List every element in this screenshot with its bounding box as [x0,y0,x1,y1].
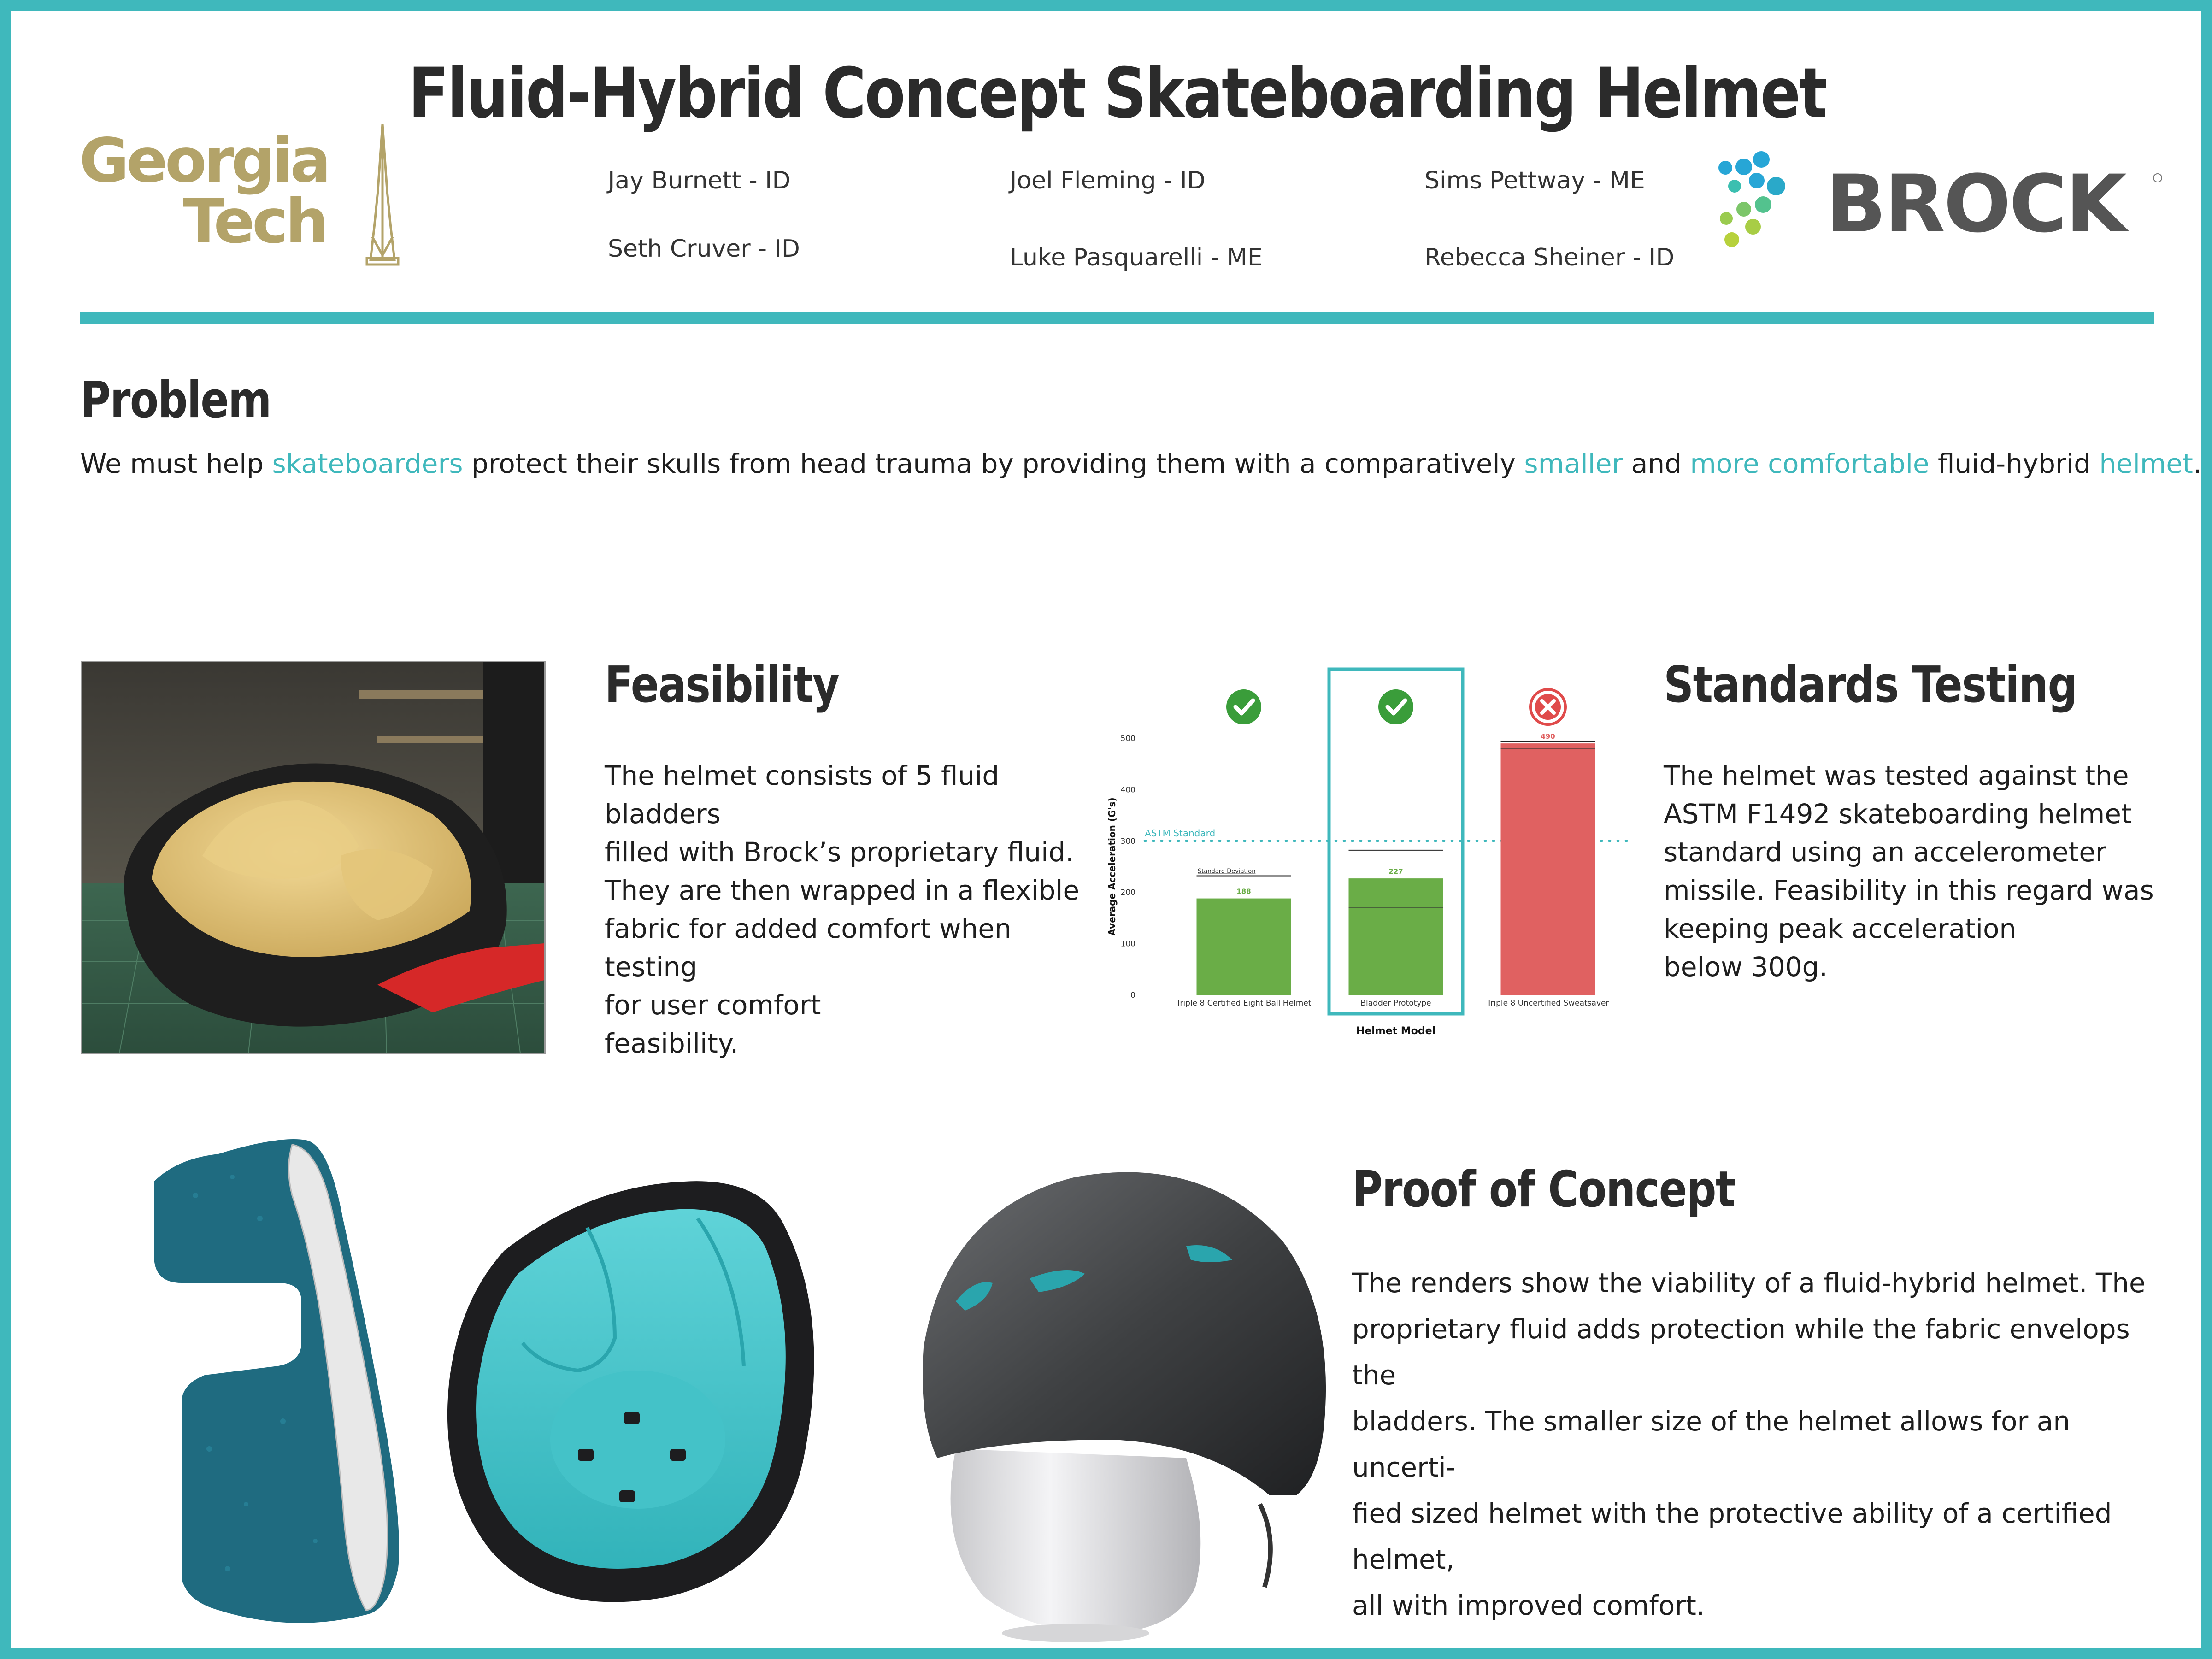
feasibility-text [605,757,1093,1063]
text-line: proprietary fluid adds protection while the fabric envelops the [1352,1313,2130,1391]
chart-y-axis-label: Average Acceleration (G's) [1106,797,1118,936]
text-line: all with improved comfort. [1352,1590,1705,1621]
tower-icon [367,124,398,265]
standards-heading: Standards Testing [1664,656,2077,714]
problem-text: We must help [80,448,272,479]
author-name: Seth Cruver - ID [608,235,800,263]
bar-value-label: 227 [1388,867,1403,876]
problem-statement [80,448,2202,479]
category-label: Bladder Prototype [1360,999,1431,1008]
text-line: The helmet was tested against the [1664,760,2129,791]
problem-text: and [1623,448,1690,479]
problem-text: protect their skulls from head trauma by providing them with a comparatively [463,448,1524,479]
acceleration-bar-chart [1099,656,1642,1053]
std-dev-label: Standard Deviation [1198,868,1256,875]
problem-heading: Problem [80,371,271,429]
standards-text [1664,757,2171,986]
text-line: standard using an accelerometer [1664,836,2106,868]
text-line: The helmet consists of 5 fluid bladders [605,760,1000,830]
text-line: They are then wrapped in a flexible [605,875,1080,906]
x-icon [1530,689,1565,724]
dots-icon [1718,151,1785,247]
chart-x-axis-label: Helmet Model [1356,1025,1436,1037]
highlight-smaller: smaller [1524,448,1623,479]
problem-text: fluid-hybrid [1929,448,2100,479]
brock-wordmark: BROCK [1826,158,2125,250]
text-line: The renders show the viability of a fluid-hybrid helmet. The [1352,1267,2146,1299]
category-label: Triple 8 Certified Eight Ball Helmet [1176,999,1312,1008]
text-line: fied sized helmet with the protective ability of a certified helmet, [1352,1498,2112,1575]
bar [1349,878,1443,995]
check-icon [1226,689,1261,724]
text-line: below 300g. [1664,951,1828,982]
highlight-comfortable: more comfortable [1690,448,1930,479]
y-tick-label: 300 [1120,836,1135,846]
logo-tech-text: Tech [183,186,326,257]
astm-standard-label: ASTM Standard [1145,827,1216,839]
problem-text: . [2193,448,2202,479]
proof-text [1352,1260,2177,1629]
text-line: missile. Feasibility in this regard was [1664,875,2154,906]
feasibility-heading: Feasibility [605,656,839,714]
bar [1197,899,1291,995]
helmet-renders [126,1126,1347,1642]
poster-title: Fluid-Hybrid Concept Skateboarding Helmet [408,53,1826,134]
text-line: for user comfort [605,989,821,1021]
y-tick-label: 0 [1130,991,1135,1000]
bar-value-label: 490 [1541,732,1555,741]
y-tick-label: 400 [1120,785,1135,795]
chart-bars [1176,689,1609,1008]
helmet-on-head-render [923,1172,1326,1642]
y-tick-label: 200 [1120,888,1135,898]
text-line: keeping peak acceleration [1664,913,2017,944]
highlight-helmet: helmet [2099,448,2193,479]
bladder-cross-section-render [154,1139,399,1623]
header-divider [80,312,2154,324]
author-name: Rebecca Sheiner - ID [1424,244,1675,271]
logo-georgia-text: Georgia [79,125,329,196]
helmet-liner-render [447,1181,814,1602]
y-tick-label: 100 [1120,939,1135,949]
author-name: Sims Pettway - ME [1424,167,1645,194]
prototype-photo-illustration [82,662,544,1053]
author-name: Joel Fleming - ID [1010,167,1206,194]
prototype-photo [81,661,546,1054]
y-tick-label: 500 [1120,734,1135,743]
text-line: filled with Brock’s proprietary fluid. [605,836,1074,868]
text-line: fabric for added comfort when testing [605,913,1012,982]
bar [1501,743,1595,995]
registered-mark-icon [2153,174,2162,182]
author-name: Luke Pasquarelli - ME [1010,244,1263,271]
check-icon [1378,689,1413,724]
brock-logo [1716,149,2168,260]
text-line: bladders. The smaller size of the helmet allows for an uncerti- [1352,1406,2071,1483]
author-name: Jay Burnett - ID [608,167,791,194]
highlight-skateboarders: skateboarders [272,448,463,479]
text-line: feasibility. [605,1028,739,1059]
bar-value-label: 188 [1236,887,1251,896]
category-label: Triple 8 Uncertified Sweatsaver [1487,999,1609,1008]
georgia-tech-logo [79,122,411,269]
text-line: ASTM F1492 skateboarding helmet [1664,798,2132,830]
proof-heading: Proof of Concept [1352,1161,1735,1218]
